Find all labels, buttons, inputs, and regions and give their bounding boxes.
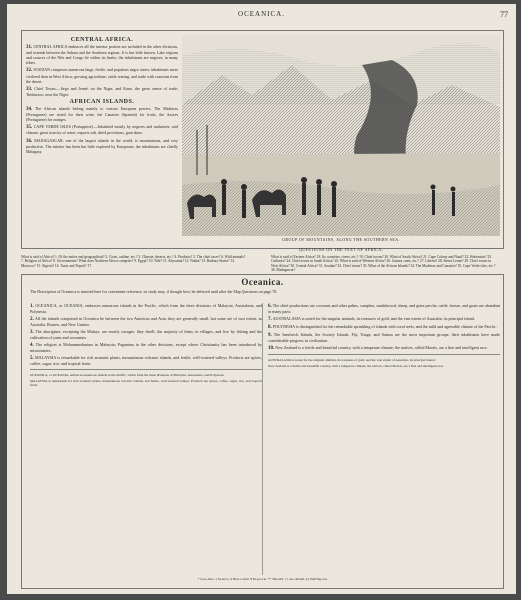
paragraph-35: 35. CAPE VERDE ISLES (Portuguese).—Inhabited mostly by negroes and mulattoes; arid climate; great scarcity of water; exports salt, dried provisions, goat skins. — [26, 124, 179, 136]
oceanica-right-column — [268, 303, 500, 370]
ocean-paragraph-6: 6. The chief productions are coconuts and other palms, camphor, sandalwood, sheep, and gutta percha; cattle, horses, and goats are abundant in many parts. — [268, 303, 500, 314]
ocean-paragraph-7-repeat: AUSTRALASIA is noted for the singular animals, its treasures of gold, and the vast extent of Australia, its principal island. — [268, 358, 436, 362]
footnotes: * Caro-li'na. ‡ Sa-mo'a. § Hon-o-lu'lu. ¶ Pa-pe-e'te. ** Tah-hi'ti. †† Au-ck'land. ‡‡ Well'ing-ton. — [197, 577, 328, 581]
ocean-paragraph-5-repeat: MALAYSIA is remarkable for rich aromatic plants, mountainous volcanic islands, and fertile, well-watered valleys. Products are spices, coffee, sugar, rice, and tropical fruits. — [30, 379, 262, 388]
ocean-paragraph-10-repeat: New Zealand is a fertile and beautiful country, with a temperate climate; the natives, called Maoris, are a fine and intelligent race. — [268, 364, 444, 369]
oceanica-intro: The Description of Oceanica is inserted here for convenient reference; its study may, if thought best, be deferred until after the Map Questions on page 78. — [30, 289, 278, 294]
oceanica-section — [21, 274, 504, 589]
ocean-paragraph-5: 5. MALAYSIA is remarkable for rich aromatic plants, mountainous volcanic islands, and fertile, well-watered valleys. Products are spices, coffee, sugar, rice, and tropical fruits. — [30, 355, 262, 366]
engraving-caption: GROUP OF MOUNTAINS, ALONG THE SOUTHERN SEA. — [282, 237, 400, 242]
central-africa-heading: CENTRAL AFRICA. — [70, 37, 134, 43]
ocean-paragraph-3: 3. The aborigines, excepting the Malays, are mostly savages: they dwell, the majority of them, in villages, and live by fishing and the cultivation of yams and cocoanuts. — [30, 329, 262, 340]
questions-heading: QUESTIONS ON THE TEXT OF AFRICA. — [298, 247, 384, 252]
ocean-paragraph-9: 9. The Sandwich Islands, the Society Islands, Fiji, Tonga, and Samoa are the most important groups; their inhabitants have made considerable progress in civilization. — [268, 332, 500, 343]
paragraph-32: 32. SOUDAN comprises numerous large, fertile, and populous negro states; inhabitants more civilized than in West Africa; growing agriculture, cattle rearing, and trade with caravans from the desert. — [26, 67, 179, 84]
african-islands-heading: AFRICAN ISLANDS. — [69, 98, 135, 105]
ocean-paragraph-2: 2. All the islands comprised in Oceanica lie between the two Americas and Asia; they are generally small, but some are of vast extent, as Australia, Borneo, and New Guinea. — [30, 316, 262, 327]
paragraph-33: 33. Chief Towns.—Sego and Jenné, on the Niger, and Kano, the great centre of trade; Timbuctoo, near the Niger. — [26, 85, 179, 97]
engraving-illustration — [182, 35, 500, 236]
paragraph-36: 36. MADAGASCAR, one of the largest islands in the world, is mountainous, and very productive. The interior has been but little explored by Europeans; the inhabitants are chiefly Malagasy. — [26, 137, 178, 154]
running-title: OCEANICA. — [238, 10, 285, 18]
column-rule — [30, 369, 262, 370]
page-number: 77 — [500, 10, 508, 19]
page — [7, 4, 516, 594]
paragraph-31: 31. CENTRAL AFRICA embraces all the interior portion not included in the other divisions, and extends between the Sahara and the Southern regions. It is but little known. Lake regions and sources of the Nile and Congo lie within its limits; the inhabitants are negroes, in many tribes. — [26, 44, 179, 66]
ocean-paragraph-1: 1. OCEANICA, or OCEANIA, embraces numerous islands in the Pacific, which form the three divisions of Malaysia, Australasia, and Polynesia. — [30, 303, 262, 314]
ocean-paragraph-7: 7. AUSTRALASIA is noted for the singular animals, its treasures of gold, and the vast extent of Australia, its principal island. — [268, 316, 475, 322]
paragraph-34: 34. The African islands belong mainly to various European powers. The Madeiras (Portuguese) are noted for their wine; the Canaries (Spanish) for fruits; the Azores (Portuguese) for oranges. — [26, 106, 178, 123]
oceanica-left-column — [30, 303, 262, 390]
ocean-paragraph-1-repeat: OCEANICA, or OCEANIA, embraces numerous islands in the Pacific, which form the three divisions of Malaysia, Australasia, and Polynesia. — [30, 373, 225, 377]
column-rule — [268, 354, 500, 355]
questions-right: What is said of Eastern Africa? 18. Its countries, rivers, etc.? 19. Chief towns? 20. What of South Africa? 21. Cape Colony and Natal? 22. Hottentots? 23. Caffraria? 24. Chief towns in South Africa? 25. What is said of Western Africa? 26. Guinea coast, etc.? 27. Liberia? 28. Sierra Leone? 29. Chief towns in West Africa? 30. Central Africa? 31. Soudan? 32. Chief towns? 33. What of the African Islands? 34. The Madeiras and Canaries? 35. Cape Verde isles, etc.? 36. Madagascar? — [271, 255, 496, 273]
africa-text-column — [26, 35, 178, 156]
questions-left: What is said of Africa? 1. Of the native and geographical? 2. Coast, outline, etc.? 3. Climate, deserts, etc.? 4. Products? 5. The chief races? 6. Wild animals? 7. Religion of Africa? 8. Governments? What does Northern Africa comprise? 9. Egypt? 10. Nile? 11. Abyssinia? 12. Nubia? 13. Barbary States? 14. Morocco? 15. Algeria? 16. Tunis and Tripoli? 17. — [21, 255, 246, 268]
top-section — [21, 30, 504, 249]
ocean-paragraph-4: 4. The religion is Mohammedanism in Malaysia; Paganism in the other divisions, except where Christianity has been introduced by missionaries. — [30, 342, 262, 353]
column-divider — [262, 303, 263, 575]
ocean-paragraph-8: 8. POLYNESIA is distinguished for the remarkable sprinkling of islands with coral reefs, and the mild and agreeable climate of the Pacific. — [268, 324, 497, 330]
ocean-paragraph-10: 10. New Zealand is a fertile and beautiful country, with a temperate climate; the natives, called Maoris, are a fine and intelligent race. — [268, 345, 488, 351]
oceanica-title: Oceanica. — [241, 277, 284, 287]
